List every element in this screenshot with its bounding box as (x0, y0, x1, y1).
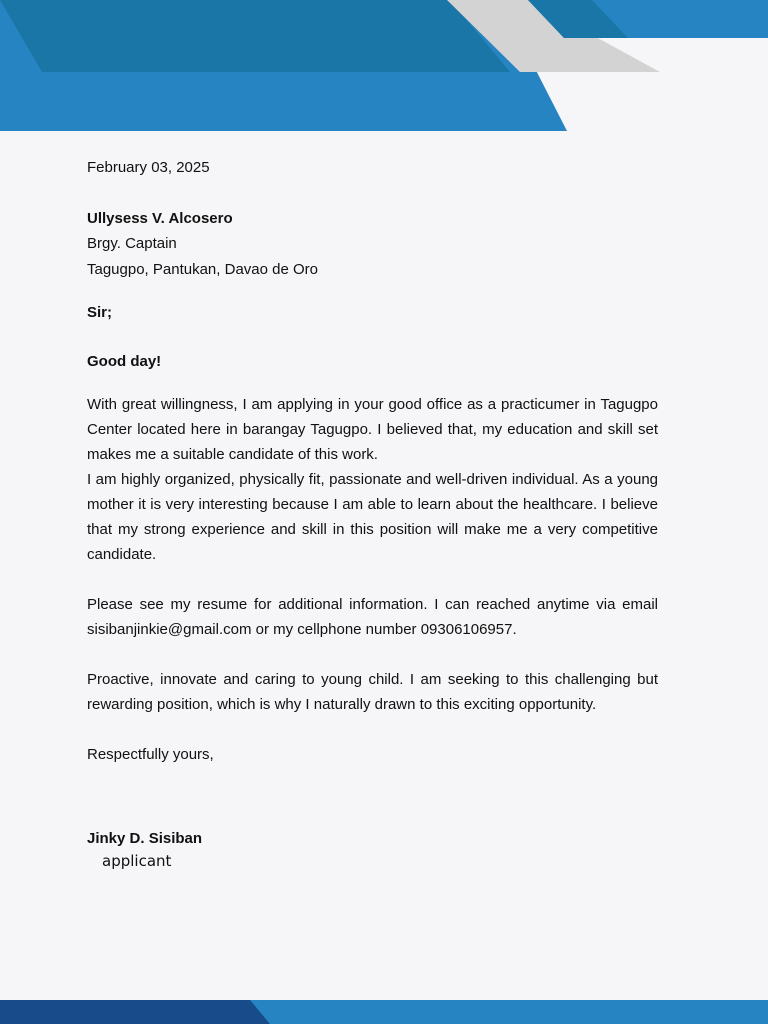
closing-line: Respectfully yours, (87, 746, 214, 763)
salutation: Sir; (87, 304, 113, 321)
greeting: Good day! (87, 353, 162, 370)
letter-date: February 03, 2025 (87, 159, 210, 176)
body-paragraph-closing-statement: Proactive, innovate and caring to young child. I am seeking to this challenging but rewarding position, which is why I naturally drawn to this exciting opportunity. (87, 671, 658, 713)
recipient-block (87, 207, 658, 283)
signature-name: Jinky D. Sisiban (87, 830, 203, 847)
body-paragraph-qualifications: I am highly organized, physically fit, passionate and well-driven individual. As a young mother it is very interesting because I am able to learn about the healthcare. I believe that my strong experience and skill in this position will make me a very competitive candidate. (87, 471, 658, 563)
cover-letter (87, 155, 658, 872)
recipient-title: Brgy. Captain (87, 235, 177, 252)
body-paragraph-contact: Please see my resume for additional information. I can reached anytime via email sisibanjinkie@gmail.com or my cellphone number 09306106957. (87, 596, 658, 638)
header-decoration (0, 0, 768, 135)
header-dark-blue-band (0, 0, 510, 72)
recipient-address: Tagugpo, Pantukan, Davao de Oro (87, 261, 318, 278)
footer-decoration (0, 1000, 768, 1024)
body-paragraph-intro: With great willingness, I am applying in your good office as a practicumer in Tagugpo Center located here in barangay Tagugpo. I believed that, my education and skill set makes me a suitable candidate of this work. (87, 396, 658, 463)
recipient-name: Ullysess V. Alcosero (87, 210, 233, 227)
footer-navy-band (0, 1000, 270, 1024)
signer-role: applicant (102, 852, 172, 870)
